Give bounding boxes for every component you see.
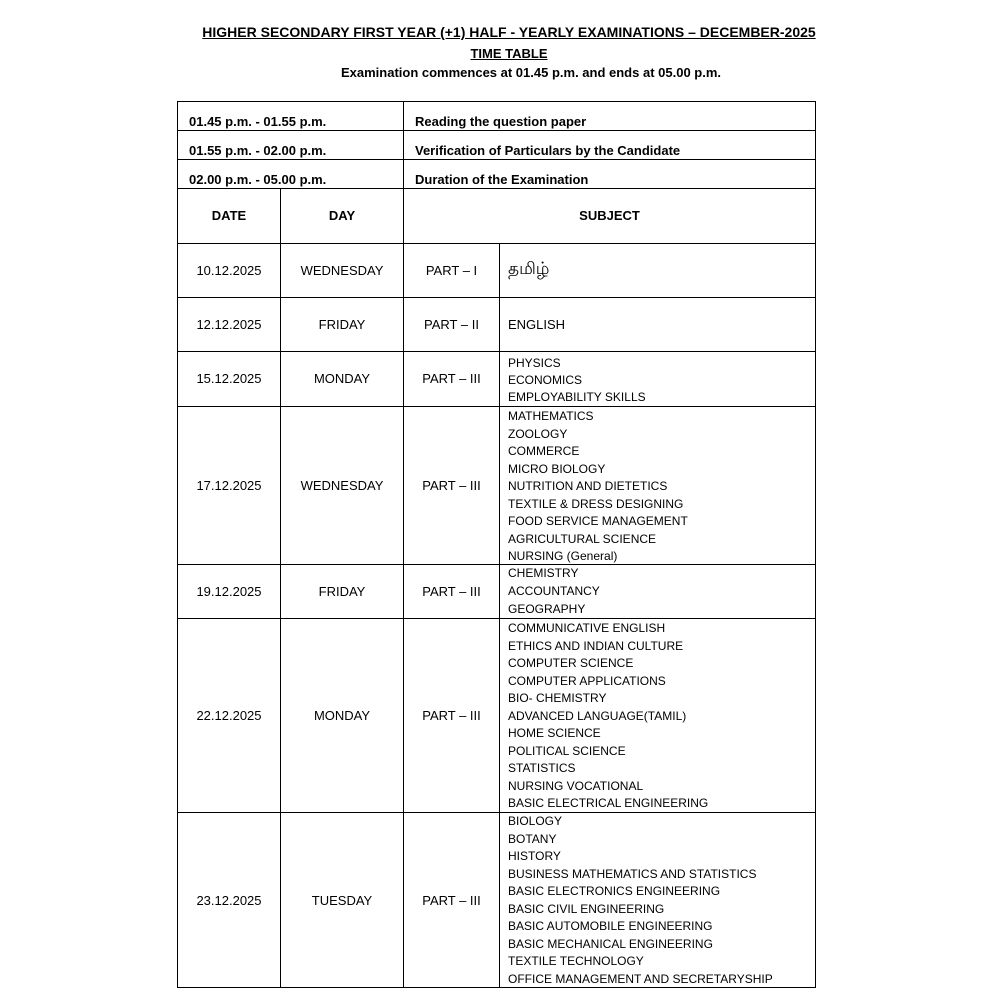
exam-subject: COMMUNICATIVE ENGLISH: [508, 621, 666, 635]
exam-subject-list: [508, 409, 688, 563]
exam-part: PART – III: [422, 583, 481, 599]
exam-subject: BIO- CHEMISTRY: [508, 691, 607, 705]
exam-subject-list: [508, 814, 773, 986]
schedule-activity: Reading the question paper: [415, 114, 587, 129]
exam-part: PART – III: [422, 892, 481, 908]
exam-subject: AGRICULTURAL SCIENCE: [508, 531, 657, 546]
exam-subject: BASIC ELECTRONICS ENGINEERING: [508, 884, 721, 899]
exam-subject: POLITICAL SCIENCE: [508, 743, 626, 758]
exam-subject: COMPUTER SCIENCE: [508, 656, 634, 670]
exam-date: 15.12.2025: [196, 371, 262, 386]
exam-day: FRIDAY: [318, 583, 366, 599]
exam-subject: தமிழ்: [508, 259, 550, 278]
exam-day: WEDNESDAY: [300, 477, 384, 493]
exam-part: PART – III: [422, 707, 481, 723]
exam-subject: BIOLOGY: [508, 814, 563, 828]
exam-day: FRIDAY: [318, 316, 366, 332]
column-header-day: DAY: [328, 208, 356, 223]
exam-part: PART – I: [425, 262, 478, 278]
exam-subject: HOME SCIENCE: [508, 726, 601, 740]
exam-subject: BASIC CIVIL ENGINEERING: [508, 901, 665, 916]
exam-subject: BASIC MECHANICAL ENGINEERING: [508, 936, 713, 951]
exam-subject: GEOGRAPHY: [508, 602, 586, 616]
exam-subject: BASIC AUTOMOBILE ENGINEERING: [508, 919, 713, 934]
exam-day: TUESDAY: [311, 892, 373, 908]
exam-date: 12.12.2025: [196, 316, 262, 332]
exam-subject: TEXTILE TECHNOLOGY: [508, 954, 644, 969]
exam-subject: BASIC ELECTRICAL ENGINEERING: [508, 796, 709, 810]
exam-subject-list: [508, 621, 708, 810]
exam-subject: COMMERCE: [508, 444, 580, 458]
exam-date: 19.12.2025: [196, 583, 262, 599]
exam-day: MONDAY: [313, 371, 371, 386]
exam-subject: PHYSICS: [508, 356, 561, 370]
exam-subject-list: [508, 566, 600, 616]
exam-subject: COMPUTER APPLICATIONS: [508, 673, 666, 688]
exam-subject: ZOOLOGY: [508, 426, 568, 441]
schedule-activity: Verification of Particulars by the Candidate: [415, 143, 681, 158]
exam-subject: CHEMISTRY: [508, 566, 579, 580]
exam-subject: NURSING VOCATIONAL: [508, 778, 644, 793]
exam-subject-list: [508, 356, 646, 404]
exam-subject: OFFICE MANAGEMENT AND SECRETARYSHIP: [508, 971, 773, 986]
exam-subject: MATHEMATICS: [508, 409, 594, 423]
exam-subject: EMPLOYABILITY SKILLS: [508, 390, 646, 404]
column-header-subject: SUBJECT: [579, 208, 640, 223]
exam-subject: FOOD SERVICE MANAGEMENT: [508, 514, 688, 528]
schedule-time: 01.55 p.m. - 02.00 p.m.: [189, 143, 327, 158]
exam-subject: MICRO BIOLOGY: [508, 461, 606, 476]
exam-date: 22.12.2025: [196, 707, 262, 723]
column-header-date: DATE: [211, 208, 247, 223]
exam-day: WEDNESDAY: [300, 262, 384, 278]
exam-date: 23.12.2025: [196, 892, 262, 908]
exam-timing-note: Examination commences at 01.45 p.m. and ends at 05.00 p.m.: [340, 65, 722, 80]
exam-day: MONDAY: [313, 707, 371, 723]
exam-part: PART – III: [422, 477, 481, 493]
row-divider: [177, 130, 816, 131]
schedule-time: 01.45 p.m. - 01.55 p.m.: [189, 114, 327, 129]
schedule-time: 02.00 p.m. - 05.00 p.m.: [189, 172, 327, 187]
schedule-activity: Duration of the Examination: [415, 172, 589, 187]
exam-subject: BUSINESS MATHEMATICS AND STATISTICS: [508, 866, 757, 881]
exam-part: PART – III: [422, 371, 481, 386]
exam-subject: ACCOUNTANCY: [508, 584, 600, 598]
exam-date: 17.12.2025: [196, 477, 262, 493]
exam-subject: NUTRITION AND DIETETICS: [508, 479, 668, 493]
exam-subject: BOTANY: [508, 831, 557, 846]
document-subtitle: TIME TABLE: [470, 46, 548, 61]
exam-subject: NURSING (General): [508, 549, 618, 563]
exam-date: 10.12.2025: [196, 262, 262, 278]
exam-subject: STATISTICS: [508, 761, 576, 775]
exam-subject: ADVANCED LANGUAGE(TAMIL): [508, 708, 687, 723]
exam-part: PART – II: [424, 316, 479, 332]
exam-subject: ETHICS AND INDIAN CULTURE: [508, 638, 684, 653]
exam-subject: ENGLISH: [508, 317, 566, 332]
exam-subject: ECONOMICS: [508, 373, 583, 387]
exam-subject: TEXTILE & DRESS DESIGNING: [508, 496, 684, 511]
document-title: HIGHER SECONDARY FIRST YEAR (+1) HALF - YEARLY EXAMINATIONS – DECEMBER-2025: [202, 24, 816, 40]
exam-subject: HISTORY: [508, 849, 561, 864]
row-divider: [177, 159, 816, 160]
